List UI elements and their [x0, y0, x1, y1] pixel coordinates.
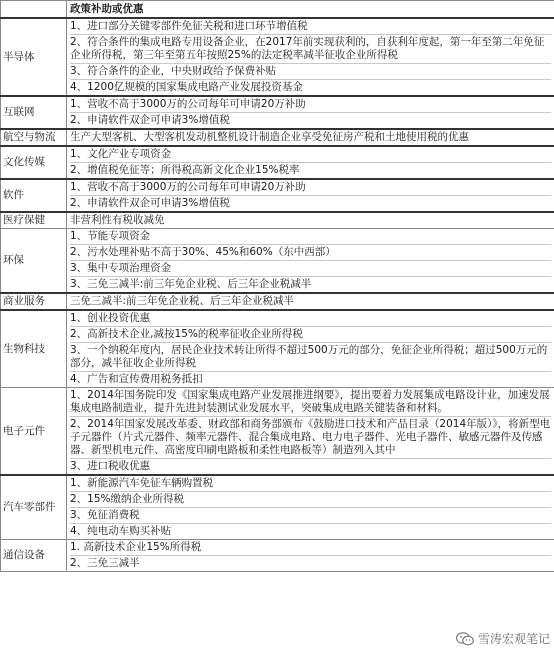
table-row — [1, 540, 554, 572]
wechat-icon — [456, 632, 474, 646]
policy-cell — [67, 475, 554, 540]
table-header-row — [1, 1, 554, 19]
table-row — [1, 212, 554, 229]
policy-line: 3、免征消费税 — [70, 507, 551, 523]
policy-line: 1、文化产业专项资金 — [70, 148, 172, 160]
policy-line: 1、进口部分关键零部件免征关税和进口环节增值税 — [70, 20, 308, 32]
table-row — [1, 129, 554, 146]
category-cell: 半导体 — [1, 18, 67, 96]
policy-line: 2、申请软件双企可申请3%增值税 — [70, 112, 551, 128]
table-row — [1, 146, 554, 179]
table-row — [1, 388, 554, 476]
category-cell: 航空与物流 — [1, 129, 67, 146]
policy-cell — [67, 96, 554, 129]
policy-line: 1. 高新技术企业15%所得税 — [70, 541, 202, 553]
policy-line: 3、进口税收优惠 — [70, 458, 551, 474]
policy-cell — [67, 146, 554, 179]
policy-line: 2、高新技术企业,减按15%的税率征收企业所得税 — [70, 326, 551, 342]
policy-cell — [67, 310, 554, 388]
policy-line: 4、纯电动车购买补贴 — [70, 523, 551, 539]
table-row — [1, 229, 554, 294]
policy-line: 2、符合条件的集成电路专用设备企业，在2017年前实现获利的，自获利年度起，第一年至第二年免征企业所得税，第三年至第五年按照25%的法定税率减半征收企业所得税 — [70, 34, 551, 63]
policy-line: 三免三减半:前三年免企业税、后三年企业税减半 — [70, 295, 295, 307]
category-cell: 互联网 — [1, 96, 67, 129]
table-row — [1, 293, 554, 310]
watermark-text: 雪涛宏观笔记 — [477, 632, 550, 646]
policy-line: 1、营收不高于3000万的公司每年可申请20万补助 — [70, 98, 306, 110]
policy-cell — [67, 388, 554, 476]
policy-line: 2、2014年国家发展改革委、财政部和商务部颁布《鼓励进口技术和产品目录（2014年版）》，将新型电子元器件（片式元器件、频率元器件、混合集成电路、电力电子器件、光电子器件、敏感元器件及传感器、新型机电元件、高密度印刷电路板和柔性电路板等）制造列入其中 — [70, 418, 551, 456]
header-category — [1, 1, 67, 19]
header-policy: 政策补助或优惠 — [67, 1, 554, 19]
policy-line: 3、集中专项治理资金 — [70, 260, 551, 276]
watermark — [456, 630, 550, 647]
policy-line: 2、三免三减半 — [70, 555, 551, 571]
table-row — [1, 179, 554, 212]
policy-line: 生产大型客机、大型客机发动机整机设计制造企业享受免征房产税和土地使用税的优惠 — [70, 131, 469, 143]
policy-line: 3、符合条件的企业，中央财政给予保费补贴 — [70, 63, 551, 79]
policy-line: 1、2014年国务院印发《国家集成电路产业发展推进纲要》，提出要着力发展集成电路设计业，加速发展集成电路制造业，提升先进封装测试业发展水平，突破集成电路关键装备和材料。 — [70, 389, 550, 414]
policy-line: 1、节能专项资金 — [70, 230, 151, 242]
policy-cell — [67, 293, 554, 310]
category-cell: 生物科技 — [1, 310, 67, 388]
policy-line: 非营利性有税收减免 — [70, 214, 165, 226]
policy-line: 2、污水处理补贴不高于30%、45%和60%（东中西部） — [70, 244, 551, 260]
table-row — [1, 96, 554, 129]
category-cell: 软件 — [1, 179, 67, 212]
category-cell: 汽车零部件 — [1, 475, 67, 540]
policy-line: 2、增值税免征等；所得税高新文化企业15%税率 — [70, 162, 551, 178]
policy-line: 3、三免三减半:前三年免企业税、后三年企业税减半 — [70, 276, 551, 292]
policy-line: 1、营收不高于3000万的公司每年可申请20万补助 — [70, 181, 306, 193]
policy-cell — [67, 18, 554, 96]
table-row — [1, 475, 554, 540]
policy-line: 3、一个纳税年度内，居民企业技术转让所得不超过500万元的部分，免征企业所得税；超过500万元的部分，减半征收企业所得税 — [70, 342, 551, 371]
policy-cell — [67, 179, 554, 212]
policy-cell — [67, 129, 554, 146]
category-cell: 医疗保健 — [1, 212, 67, 229]
policy-cell — [67, 229, 554, 294]
category-cell: 电子元件 — [1, 388, 67, 476]
table-body — [1, 18, 554, 572]
policy-line: 2、申请软件双企可申请3%增值税 — [70, 195, 551, 211]
policy-line: 2、15%缴纳企业所得税 — [70, 491, 551, 507]
policy-cell — [67, 212, 554, 229]
category-cell: 文化传媒 — [1, 146, 67, 179]
policy-line: 4、1200亿规模的国家集成电路产业发展投资基金 — [70, 79, 551, 95]
policy-line: 1、新能源汽车免征车辆购置税 — [70, 477, 214, 489]
policy-cell — [67, 540, 554, 572]
table-row — [1, 310, 554, 388]
category-cell: 商业服务 — [1, 293, 67, 310]
table-row — [1, 18, 554, 96]
category-cell: 通信设备 — [1, 540, 67, 572]
policy-line: 1、创业投资优惠 — [70, 312, 151, 324]
policy-line: 4、广告和宣传费用税务抵扣 — [70, 371, 551, 387]
category-cell: 环保 — [1, 229, 67, 294]
